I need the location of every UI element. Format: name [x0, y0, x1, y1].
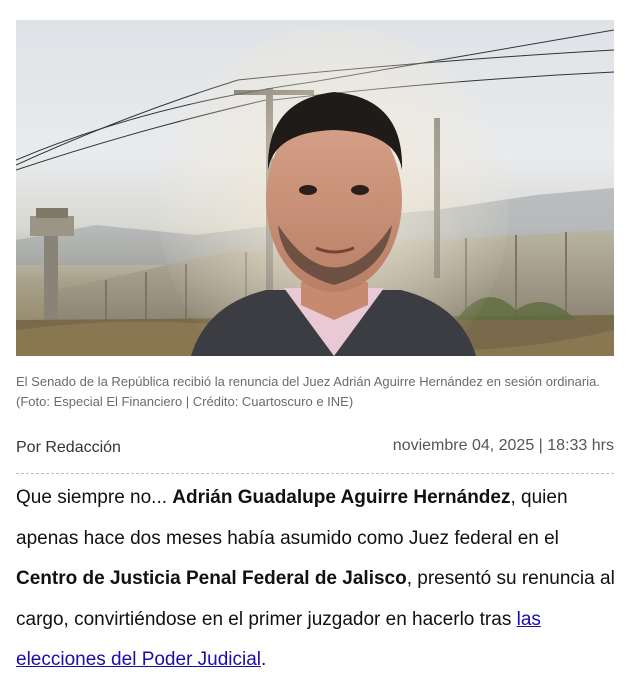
publish-time: 18:33 hrs	[547, 437, 614, 454]
paragraph-end: .	[261, 649, 267, 670]
court-name: Centro de Justicia Penal Federal de Jalisco	[16, 568, 407, 589]
byline-divider	[16, 473, 614, 474]
paragraph-lead: Que siempre no...	[16, 487, 173, 508]
author: Por Redacción	[16, 439, 121, 456]
article-paragraph	[16, 478, 616, 681]
byline	[16, 437, 614, 461]
paragraph-text-continued: , presentó su renuncia al cargo, convirtiéndose en el primer juzgador en hacerlo tras	[16, 568, 615, 630]
judge-name: Adrián Guadalupe Aguirre Hernández	[172, 487, 511, 508]
image-caption: El Senado de la República recibió la renuncia del Juez Adrián Aguirre Hernández en sesión ordinaria. (Foto: Especial El Financiero | Crédito: Cuartoscuro e INE)	[16, 374, 600, 409]
date-separator: |	[534, 437, 548, 454]
elections-link[interactable]: las elecciones del Poder Judicial	[16, 608, 541, 670]
publish-date: noviembre 04, 2025	[392, 437, 535, 454]
article-hero-image	[16, 20, 614, 356]
paragraph-text: , quien apenas hace dos meses había asumido como Juez federal en el	[16, 487, 568, 549]
publish-datetime	[393, 437, 614, 455]
hero-photo	[16, 20, 614, 356]
